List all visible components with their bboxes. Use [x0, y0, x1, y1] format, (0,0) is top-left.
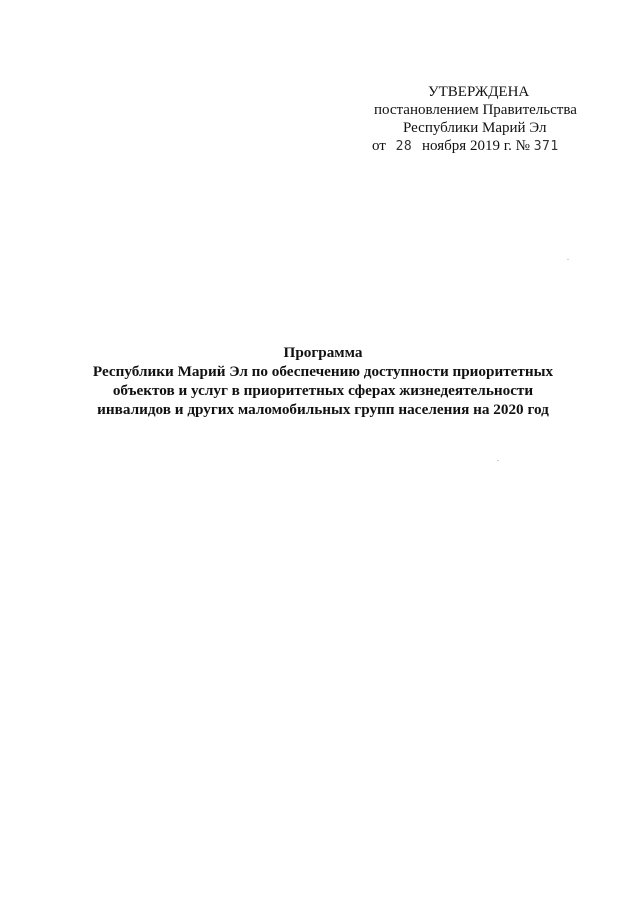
decree-day: 28	[395, 139, 413, 154]
program-title: Программа	[283, 344, 363, 361]
program-subtitle-line-3: инвалидов и других маломобильных групп населения на 2020 год	[97, 401, 549, 418]
program-subtitle-line-1: Республики Марий Эл по обеспечению доступности приоритетных	[92, 363, 554, 380]
decree-month-year: ноября 2019 г. №	[422, 138, 530, 154]
approval-stamp-block	[360, 83, 600, 156]
scan-speck	[567, 259, 569, 260]
republic-name: Республики Марий Эл	[403, 120, 547, 136]
decree-date-line	[360, 137, 600, 156]
program-heading	[80, 343, 566, 419]
date-prefix: от	[372, 138, 386, 154]
decree-number: 371	[533, 139, 559, 154]
decree-reference: постановлением Правительства	[374, 102, 577, 118]
program-subtitle-line-2: объектов и услуг в приоритетных сферах жизнедеятельности	[112, 382, 534, 399]
scan-speck	[497, 460, 499, 461]
approved-label: УТВЕРЖДЕНА	[428, 84, 530, 100]
